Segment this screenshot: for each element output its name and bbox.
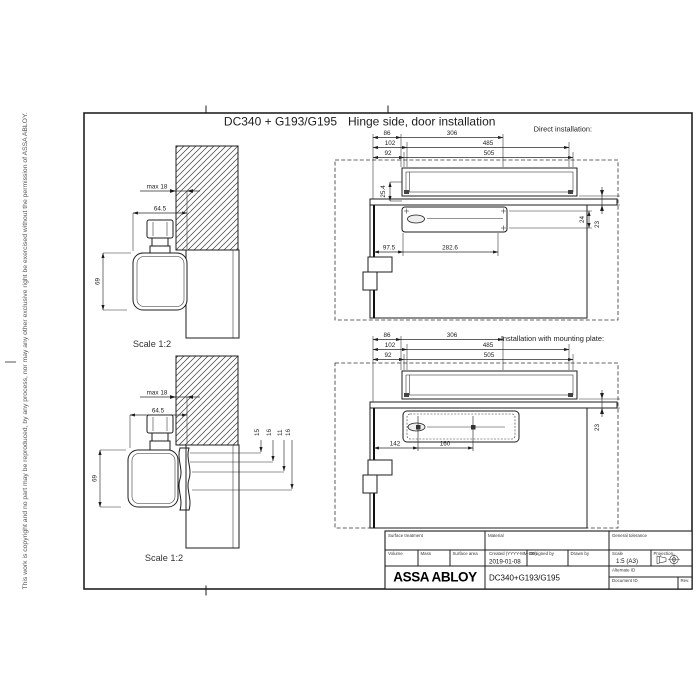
arm-shoe [147,415,173,433]
designed-by-label: Designed by [529,551,554,556]
sheet-title [224,115,496,129]
soffit-strip [370,402,617,408]
dim-label: 102 [384,140,396,147]
dim-label: 23 [594,424,601,432]
door-leaf-section [186,250,239,338]
brand-oval [408,215,425,223]
material-label: Material [488,533,504,538]
wall-section-hatch [176,146,238,250]
rail-end-screw [568,190,573,194]
closer-body [402,207,507,232]
created-label: Created (YYYY-MM-DD) [489,551,537,556]
projection-label: Projection [653,551,674,556]
drawing-title: DC340+G193/G195 [489,573,560,583]
scale-label: Scale 1:2 [144,553,184,563]
slide-rail [402,371,577,399]
surface-area-label: Surface area [452,551,478,556]
mass-label: Mass [420,551,431,556]
dim-label: 86 [383,332,391,339]
spindle-collar [150,441,170,450]
drawing-frame [5,106,692,595]
scale-label: Scale [612,551,623,556]
closer-body-side [128,450,178,507]
document-id-label: Document ID [612,578,638,583]
dim-label: 69 [94,277,102,286]
caption: Installation with mounting plate: [500,334,604,343]
dim-label: 86 [383,130,391,137]
dim-label: max 18 [146,183,168,191]
dim-label: 485 [482,342,494,349]
drawn-by-label: Drawn by [570,551,590,556]
dim-label: 25.4 [380,185,387,198]
rail-end-screw [568,393,573,397]
dim-label: 142 [389,440,401,448]
dim-label: 102 [384,342,396,349]
title-model: DC340 + G193/G195 [223,114,337,129]
dim-label: 306 [446,332,458,339]
arm-shoe [147,220,173,238]
general-tolerance-label: General tolerance [612,533,647,538]
rail-end-screw [404,190,409,194]
dim-label: 160 [439,440,451,448]
dim-label: 505 [483,150,495,157]
soffit-strip [370,199,617,205]
title-subtitle: Hinge side, door installation [348,114,496,129]
caption: Direct installation: [533,124,592,134]
dim-label: 11 [277,429,284,436]
elevation-plate [335,332,620,528]
copyright-notice: This work is copyright and no part may be reproduced, by any process, nor may any other exclusive right be exercised without the permission of ASSA ABLOY. [22,112,29,590]
slide-rail [402,168,577,196]
dim-label: 23 [594,221,601,229]
scale-value: 1:5 (A3) [616,558,639,565]
side-view-plate [92,356,293,563]
side-view-direct [95,146,240,349]
dim-label: 16 [266,428,273,436]
rail-end-screw [404,393,409,397]
created-value: 2019-01-08 [489,558,521,566]
dim-label: 16 [285,428,292,436]
dim-label: 24 [579,215,586,224]
elevation-direct [335,125,620,321]
closer-body-side [133,253,187,310]
dim-label: 97.5 [382,244,396,252]
dimension-body-height [95,253,132,310]
spindle-collar [150,246,170,253]
dim-label: 306 [446,130,458,137]
dimension-rail-height [380,182,402,201]
dim-label: 485 [482,140,494,147]
dimension-body-height [92,450,127,507]
wall-section-hatch [176,356,238,445]
plate-screw [471,425,476,430]
dim-label: 92 [384,150,392,157]
surface-treatment-label: Surface treatment [388,533,423,538]
assa-abloy-logo: ASSA ABLOY [393,569,477,585]
rev-label: Rev. [680,578,690,583]
door-leaf-section [186,445,239,548]
dim-label: 92 [384,352,392,359]
alternate-id-label: Alternate ID [612,567,636,573]
dim-label: max 18 [146,389,168,397]
dim-label: 15 [254,428,261,436]
scale-label: Scale 1:2 [132,339,172,349]
plate-screw [416,425,421,430]
dim-label: 64.5 [151,407,165,415]
spindle [152,238,168,246]
dim-label: 69 [91,474,99,483]
dim-label: 282.6 [442,244,458,252]
dim-label: 64.5 [153,205,167,213]
volume-label: Volume [388,551,403,556]
dim-label: 505 [483,352,495,359]
spindle [152,433,168,441]
title-block [385,531,692,589]
